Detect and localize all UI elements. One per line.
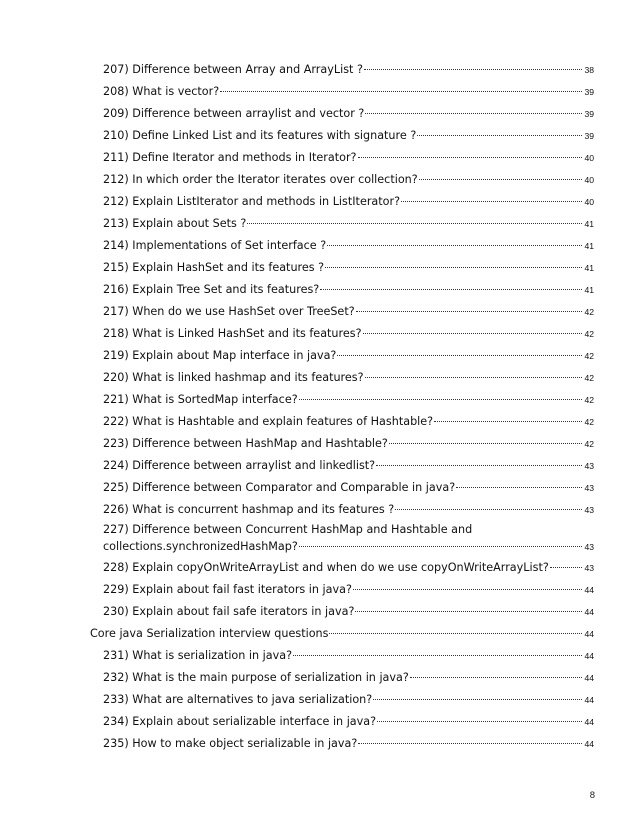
toc-entry-page: 43 [584,461,594,471]
dot-leader [365,377,583,378]
dot-leader [325,267,582,268]
toc-entry[interactable] [103,435,594,453]
toc-entry[interactable] [103,559,594,577]
toc-entry-title: 228) Explain copyOnWriteArrayList and when do we use copyOnWriteArrayList? [103,561,549,574]
toc-entry-title: 225) Difference between Comparator and Comparable in java? [103,481,456,494]
toc-entry[interactable] [103,581,594,599]
toc-entry-title: 226) What is concurrent hashmap and its features ? [103,503,395,516]
toc-entry-title: 213) Explain about Sets ? [103,217,247,230]
dot-leader [456,487,582,488]
toc-entry-title: 210) Define Linked List and its features with signature ? [103,129,417,142]
toc-entry[interactable] [103,691,594,709]
toc-entry[interactable] [103,127,594,145]
toc-entry-title: 233) What are alternatives to java serialization? [103,693,373,706]
toc-entry-page: 44 [584,585,594,595]
dot-leader [417,135,582,136]
toc-entry-page: 42 [584,395,594,405]
toc-entry[interactable] [103,501,594,519]
toc-entry-page: 44 [584,695,594,705]
toc-entry-title: 214) Implementations of Set interface ? [103,239,327,252]
toc-entry-title: 224) Difference between arraylist and linkedlist? [103,459,376,472]
toc-entry-title: 216) Explain Tree Set and its features? [103,283,320,296]
dot-leader [550,567,583,568]
toc-entry-page: 39 [584,87,594,97]
toc-entry-page: 42 [584,417,594,427]
toc-entry-title: 229) Explain about fail fast iterators in java? [103,583,352,596]
toc-entry[interactable] [103,105,594,123]
toc-entry-page: 42 [584,373,594,383]
toc-section-heading[interactable] [90,625,594,643]
toc-entry-page: 42 [584,329,594,339]
toc-entry-title: 235) How to make object serializable in java? [103,737,358,750]
toc-entry-title: 215) Explain HashSet and its features ? [103,261,325,274]
toc-entry-title-line1: 227) Difference between Concurrent HashMap and Hashtable and [103,523,473,536]
toc-entry-title: 230) Explain about fail safe iterators in java? [103,605,355,618]
toc-entry-page: 44 [584,607,594,617]
dot-leader [389,443,583,444]
toc-entry[interactable] [103,325,594,343]
toc-entry-page: 44 [584,717,594,727]
toc-entry-page: 39 [584,109,594,119]
toc-entry[interactable] [103,171,594,189]
dot-leader [395,509,582,510]
dot-leader [353,589,583,590]
toc-entry[interactable] [103,413,594,431]
dot-leader [365,113,582,114]
dot-leader [434,421,582,422]
toc-entry-page: 43 [584,563,594,573]
dot-leader [320,289,582,290]
toc-entry-title: collections.synchronizedHashMap? [103,540,298,553]
toc-entry-title: Core java Serialization interview questions [90,627,329,640]
toc-entry-title: 219) Explain about Map interface in java? [103,349,337,362]
toc-entry[interactable] [103,215,594,233]
toc-entry-title: 208) What is vector? [103,85,220,98]
toc-entry-title: 218) What is Linked HashSet and its features? [103,327,362,340]
toc-entry-page: 43 [584,505,594,515]
dot-leader [329,633,582,634]
dot-leader [377,721,582,722]
toc-entry[interactable] [103,259,594,277]
dot-leader [363,333,583,334]
toc-entry[interactable] [103,391,594,409]
toc-entry[interactable] [103,713,594,731]
toc-entry-page: 40 [584,175,594,185]
toc-entry-page: 44 [584,673,594,683]
toc-entry[interactable] [103,479,594,497]
toc-entry-page: 42 [584,307,594,317]
toc-entry[interactable] [103,457,594,475]
dot-leader [355,611,582,612]
toc-entry[interactable] [103,347,594,365]
dot-leader [358,157,583,158]
toc-entry-page: 43 [584,542,594,552]
toc-entry-page: 44 [584,739,594,749]
toc-entry-page: 41 [584,219,594,229]
toc-entry-title: 212) In which order the Iterator iterates over collection? [103,173,418,186]
dot-leader [410,677,583,678]
dot-leader [419,179,583,180]
toc-entry-title: 234) Explain about serializable interface in java? [103,715,377,728]
toc-entry-page: 40 [584,153,594,163]
toc-entry-page: 38 [584,65,594,75]
toc-entry[interactable] [103,647,594,665]
dot-leader [358,743,582,744]
toc-entry-title: 222) What is Hashtable and explain features of Hashtable? [103,415,434,428]
page-number: 8 [589,790,595,801]
toc-entry-page: 40 [584,197,594,207]
dot-leader [220,91,582,92]
toc-entry[interactable] [103,603,594,621]
toc-entry-page: 44 [584,651,594,661]
dot-leader [327,245,582,246]
toc-entry[interactable] [103,521,594,556]
toc-entry[interactable] [103,83,594,101]
dot-leader [299,546,583,547]
toc-entry-title: 207) Difference between Array and ArrayList ? [103,63,363,76]
toc-entry-title: 220) What is linked hashmap and its features? [103,371,364,384]
dot-leader [337,355,582,356]
toc-entry-page: 42 [584,439,594,449]
toc-entry-title: 209) Difference between arraylist and vector ? [103,107,365,120]
toc-entry-page: 39 [584,131,594,141]
toc-entry-page: 41 [584,263,594,273]
dot-leader [364,69,583,70]
toc-entry-title: 217) When do we use HashSet over TreeSet? [103,305,355,318]
dot-leader [293,655,582,656]
toc-entry-title: 231) What is serialization in java? [103,649,293,662]
toc-entry-page: 43 [584,483,594,493]
toc-entry-title: 223) Difference between HashMap and Hashtable? [103,437,388,450]
toc-entry-title: 211) Define Iterator and methods in Iterator? [103,151,357,164]
toc-entry-title: 212) Explain ListIterator and methods in ListIterator? [103,195,401,208]
toc-entry[interactable] [103,735,594,753]
toc-entry-title: 221) What is SortedMap interface? [103,393,298,406]
dot-leader [401,201,582,202]
dot-leader [247,223,582,224]
toc-entry-page: 41 [584,285,594,295]
toc-entry[interactable] [103,61,594,79]
toc-entry-page: 42 [584,351,594,361]
toc-entry-page: 44 [584,629,594,639]
toc-entry[interactable] [103,369,594,387]
toc-entry[interactable] [103,669,594,687]
dot-leader [373,699,582,700]
toc-entry[interactable] [103,193,594,211]
toc-entry[interactable] [103,237,594,255]
dot-leader [376,465,582,466]
toc-entry[interactable] [103,303,594,321]
toc-entry-title: 232) What is the main purpose of serialization in java? [103,671,409,684]
toc-entry-page: 41 [584,241,594,251]
dot-leader [299,399,583,400]
dot-leader [356,311,583,312]
toc-entry[interactable] [103,149,594,167]
toc-entry[interactable] [103,281,594,299]
